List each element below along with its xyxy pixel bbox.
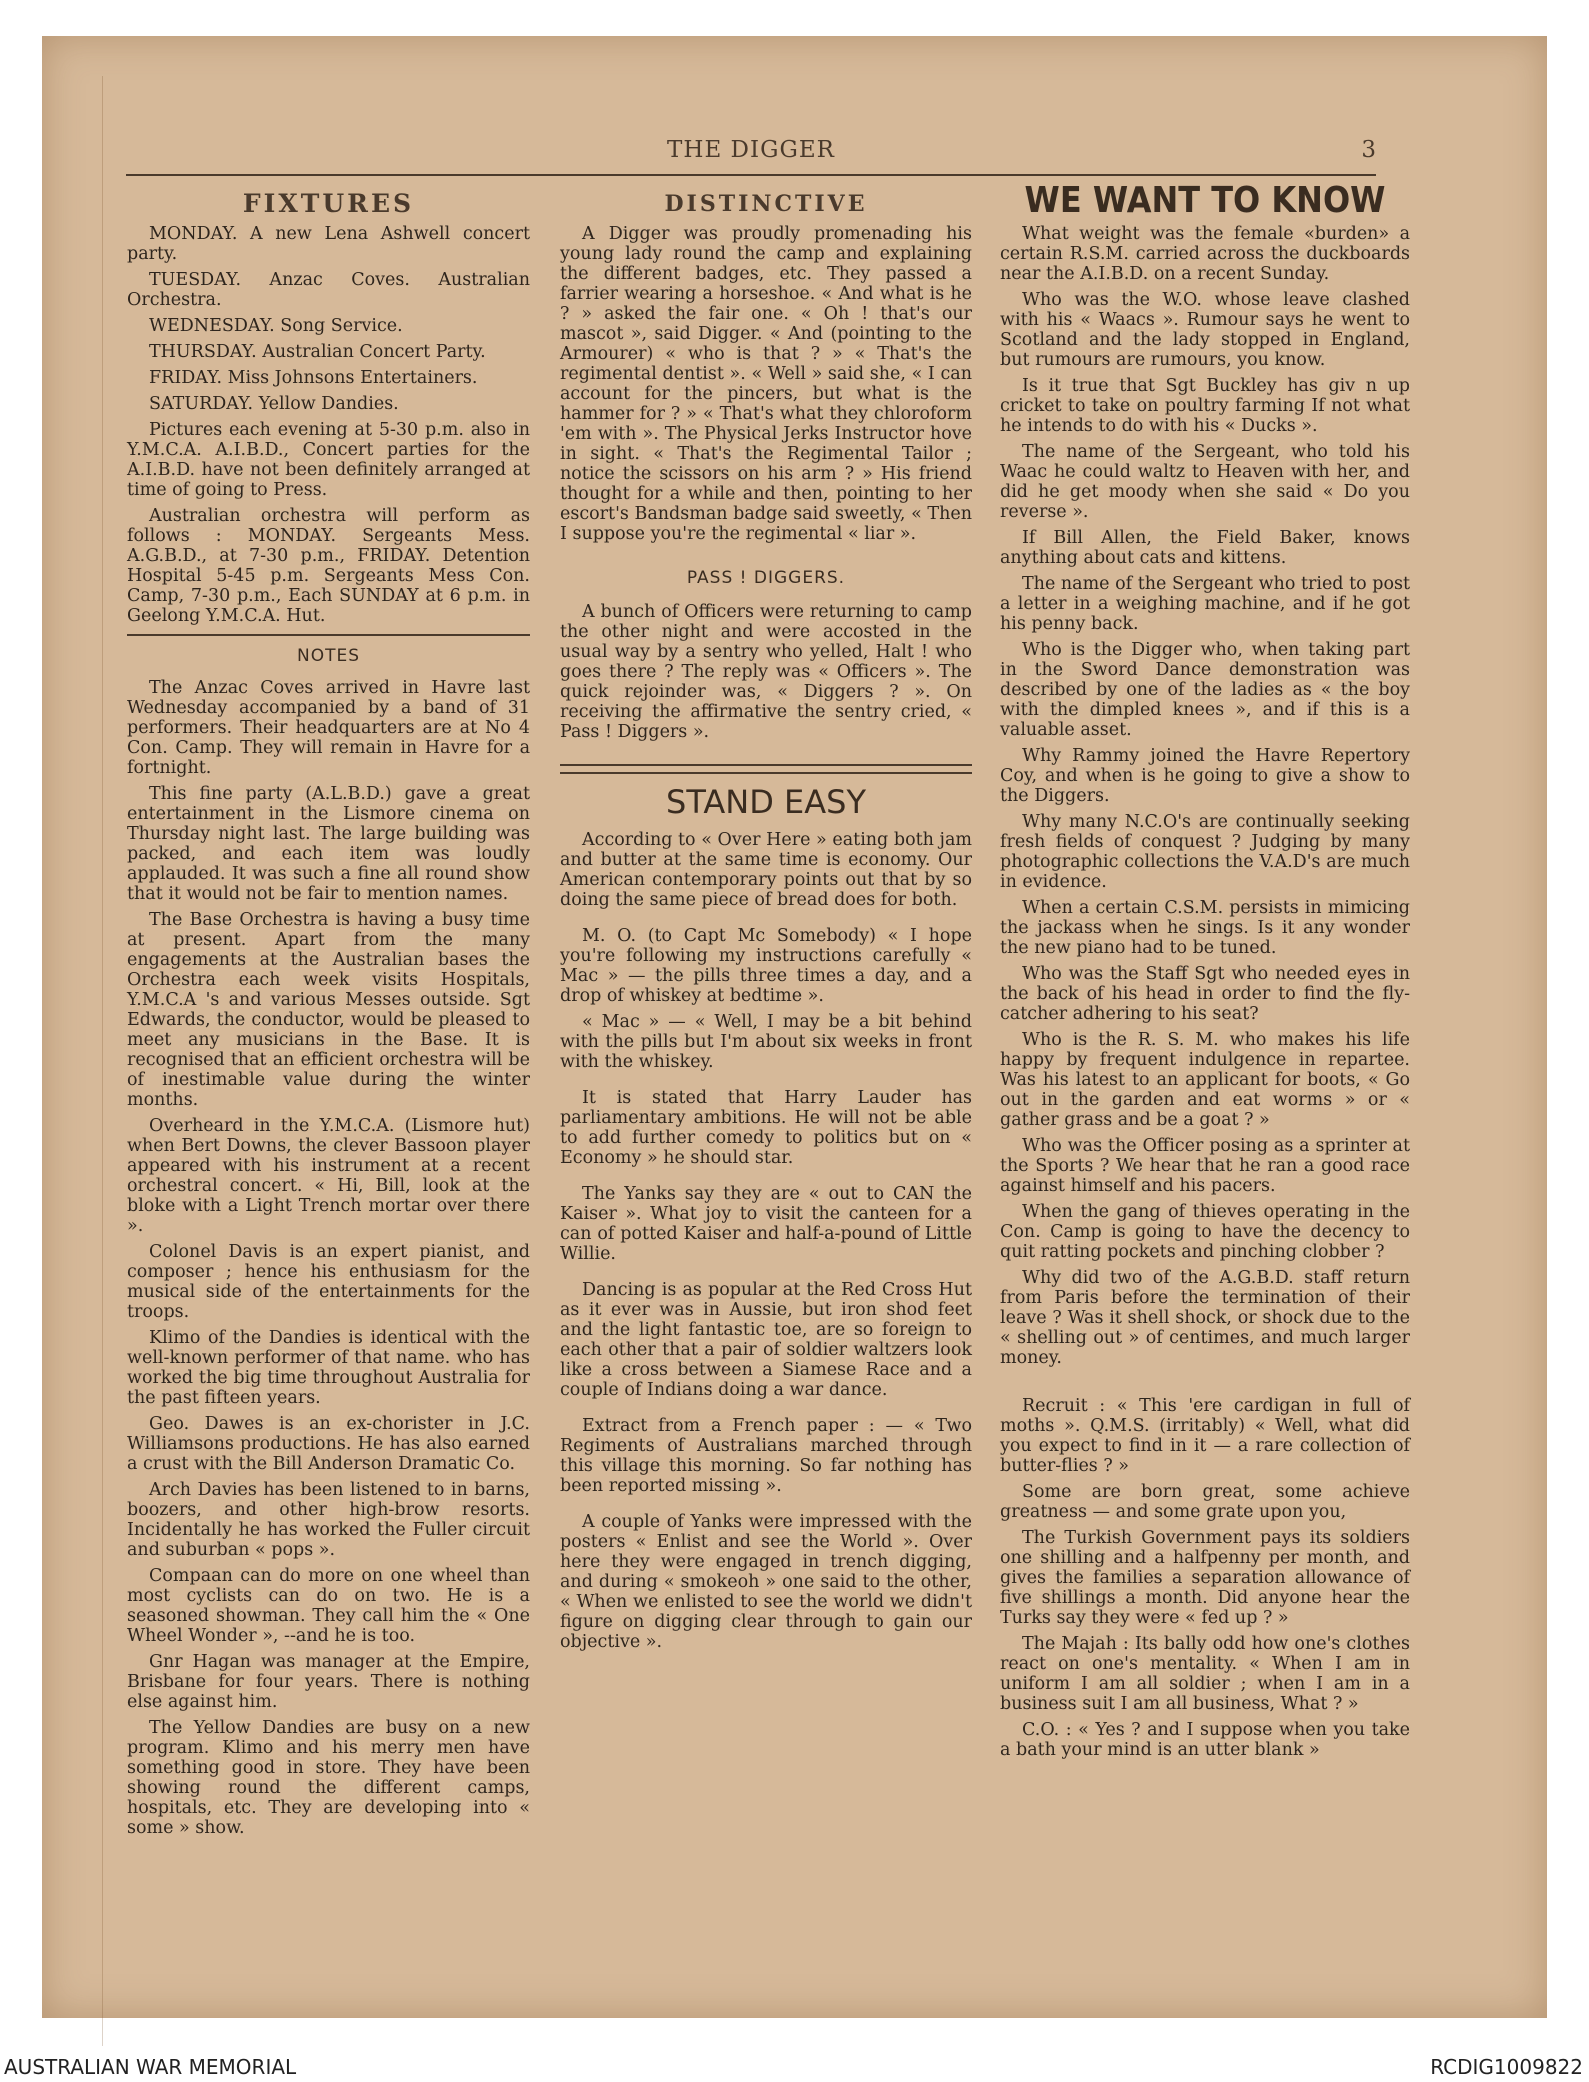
fixtures-paragraph: THURSDAY. Australian Concert Party.	[149, 342, 486, 362]
fixtures-paragraph: MONDAY. A new Lena Ashwell concert party.	[127, 224, 530, 264]
column-3	[1000, 179, 1410, 1766]
notes-paragraph: Compaan can do more on one wheel than most cyclists can do on two. He is a seasoned showman. They call him the « One Wheel Wonder », --and he is too.	[127, 1566, 530, 1646]
we-want-paragraph: Why many N.C.O's are continually seeking fresh fields of conquest ? Judging by many photographic collections the V.A.D's are much in evidence.	[1000, 812, 1410, 892]
distinctive-heading: DISTINCTIVE	[664, 191, 868, 217]
section-divider	[127, 634, 530, 636]
stand-easy-item	[560, 830, 972, 910]
we-want-paragraph: Who was the Staff Sgt who needed eyes in the back of his head in order to find the fly-catcher adhering to his seat?	[1000, 964, 1410, 1024]
we-want-paragraph: Who was the W.O. whose leave clashed with his « Waacs ». Rumour says he went to Scotland and the lady stopped in England, but rumours are rumours, you know.	[1000, 290, 1410, 370]
stand-easy-item	[560, 1280, 972, 1400]
stand-easy-paragraph: Extract from a French paper : — « Two Regiments of Australians marched through this village this morning. So far nothing has been reported missing ».	[560, 1416, 972, 1496]
fold-crease	[102, 76, 103, 2046]
stand-easy-paragraph: A couple of Yanks were impressed with the posters « Enlist and see the World ». Over here they were engaged in trench digging, and during « smokeoh » one said to the other, « When we enlisted to see the world we didn't figure on digging clear through to gain our objective ».	[560, 1512, 972, 1652]
we-want-paragraph: Why did two of the A.G.B.D. staff return from Paris before the termination of their leave ? Was it shell shock, or shock due to the « shelling out » of centimes, and much larger money.	[1000, 1268, 1410, 1368]
we-want-to-know-body	[1000, 224, 1410, 1368]
fixtures-heading: FIXTURES	[242, 189, 415, 218]
we-want-paragraph: When the gang of thieves operating in the Con. Camp is going to have the decency to quit ratting pockets and pinching clobber ?	[1000, 1202, 1410, 1262]
fixtures-paragraph: Pictures each evening at 5-30 p.m. also in Y.M.C.A. A.I.B.D., Concert parties for the A.I.B.D. have not been definitely arranged at time of going to Press.	[127, 420, 530, 500]
masthead-rule	[126, 174, 1376, 176]
we-want-paragraph: Who was the Officer posing as a sprinter at the Sports ? We hear that he ran a good race against himself and his pacers.	[1000, 1136, 1410, 1196]
we-want-paragraph: Who is the Digger who, when taking part in the Sword Dance demonstration was described by one of the ladies as « the boy with the dimpled knees », and if this is a valuable asset.	[1000, 640, 1410, 740]
stand-easy-heading: STAND EASY	[666, 783, 866, 821]
we-want-to-know-heading: WE WANT TO KNOW	[1024, 179, 1386, 221]
stand-easy-item	[560, 1416, 972, 1496]
notes-paragraph: This fine party (A.L.B.D.) gave a great entertainment in the Lismore cinema on Thursday night last. The large building was packed, and each item was loudly applauded. It was such a fine all round show that it would not be fair to mention names.	[127, 784, 530, 904]
distinctive-paragraph: A Digger was proudly promenading his young lady round the camp and explaining the different badges, etc. They passed a farrier wearing a horseshoe. « And what is he ? » asked the fair one. « Oh ! that's our mascot », said Digger. « And (pointing to the Armourer) « who is that ? » « That's the regimental dentist ». « Well » said she, « I can account for the pincers, but what is the hammer for ? » « That's what they chloroform 'em with ». The Physical Jerks Instructor hove in sight. « That's the Regimental Tailor ; notice the scissors on his arm ? » His friend thought for a while and then, pointing to her escort's Bandsman badge said sweetly, « Then I suppose you're the regimental « liar ».	[560, 224, 972, 544]
column-2	[560, 190, 972, 1658]
masthead	[126, 135, 1376, 175]
fixtures-paragraph: Australian orchestra will perform as follows : MONDAY. Sergeants Mess. A.G.B.D., at 7-30 p.m., FRIDAY. Detention Hospital 5-45 p.m. Sergeants Mess Con. Camp, 7-30 p.m., Each SUNDAY at 6 p.m. in Geelong Y.M.C.A. Hut.	[127, 506, 530, 626]
stand-easy-paragraph: Dancing is as popular at the Red Cross Hut as it ever was in Aussie, but iron shod feet and the light fantastic toe, are so foreign to each other that a pair of soldier waltzers look like a cross between a Siamese Race and a couple of Indians doing a war dance.	[560, 1280, 972, 1400]
stand-easy-paragraph: M. O. (to Capt Mc Somebody) « I hope you're following my instructions carefully « Mac » — the pills three times a day, and a drop of whiskey at bedtime ».	[560, 926, 972, 1006]
pass-diggers-paragraph: A bunch of Officers were returning to camp the other night and were accosted in the usual way by a sentry who yelled, Halt ! who goes there ? The reply was « Officers ». The quick rejoinder was, « Diggers ? ». On receiving the affirmative the sentry cried, « Pass ! Diggers ».	[560, 602, 972, 742]
section-divider	[560, 764, 972, 774]
column-1	[127, 190, 530, 1844]
stand-easy-item	[560, 1088, 972, 1168]
stand-easy-paragraph: The Yanks say they are « out to CAN the Kaiser ». What joy to visit the canteen for a can of potted Kaiser and half-a-pound of Little Willie.	[560, 1184, 972, 1264]
fixtures-body	[127, 224, 530, 626]
fixtures-paragraph: WEDNESDAY. Song Service.	[149, 316, 403, 336]
notes-paragraph: Geo. Dawes is an ex-chorister in J.C. Williamsons productions. He has also earned a crust with the Bill Anderson Dramatic Co.	[127, 1414, 530, 1474]
notes-paragraph: Gnr Hagan was manager at the Empire, Brisbane for four years. There is nothing else against him.	[127, 1652, 530, 1712]
misc-paragraph: Recruit : « This 'ere cardigan in full of moths ». Q.M.S. (irritably) « Well, what did you expect to find in it — a rare collection of butter-flies ? »	[1000, 1396, 1410, 1476]
misc-paragraph: Some are born great, some achieve greatness — and some grate upon you,	[1000, 1482, 1410, 1522]
notes-paragraph: The Yellow Dandies are busy on a new program. Klimo and his merry men have something good in store. They have been showing round the different camps, hospitals, etc. They are developing into « some » show.	[127, 1718, 530, 1838]
notes-paragraph: Arch Davies has been listened to in barns, boozers, and other high-brow resorts. Incidentally he has worked the Fuller circuit and suburban « pops ».	[127, 1480, 530, 1560]
notes-paragraph: The Base Orchestra is having a busy time at present. Apart from the many engagements at the Australian bases the Orchestra each week visits Hospitals, Y.M.C.A 's and various Messes outside. Sgt Edwards, the conductor, would be pleased to meet any musicians in the Base. It is recognised that an efficient orchestra will be of inestimable value during the winter months.	[127, 910, 530, 1110]
notes-body	[127, 678, 530, 1838]
misc-paragraph: The Majah : Its bally odd how one's clothes react on one's mentality. « When I am in uniform I am all soldier ; when I am in a business suit I am all business, What ? »	[1000, 1634, 1410, 1714]
fixtures-paragraph: TUESDAY. Anzac Coves. Australian Orchestra.	[127, 270, 530, 310]
we-want-paragraph: The name of the Sergeant who tried to post a letter in a weighing machine, and if he got his penny back.	[1000, 574, 1410, 634]
stand-easy-paragraph: « Mac » — « Well, I may be a bit behind with the pills but I'm about six weeks in front with the whiskey.	[560, 1012, 972, 1072]
misc-body	[1000, 1396, 1410, 1760]
stand-easy-item	[560, 1512, 972, 1652]
stand-easy-item	[560, 926, 972, 1072]
notes-paragraph: Overheard in the Y.M.C.A. (Lismore hut) when Bert Downs, the clever Bassoon player appeared with his instrument at a recent orchestral concert. « Hi, Bill, look at the bloke with a Light Trench mortar over there ».	[127, 1116, 530, 1236]
we-want-paragraph: If Bill Allen, the Field Baker, knows anything about cats and kittens.	[1000, 528, 1410, 568]
we-want-paragraph: The name of the Sergeant, who told his Waac he could waltz to Heaven with her, and did he get moody when she said « Do you reverse ».	[1000, 442, 1410, 522]
newspaper-title: THE DIGGER	[667, 137, 835, 163]
stand-easy-paragraph: According to « Over Here » eating both jam and butter at the same time is economy. Our American contemporary points out that by so doing the same piece of bread does for both.	[560, 830, 972, 910]
pass-diggers-heading: PASS ! DIGGERS.	[686, 568, 846, 588]
we-want-paragraph: What weight was the female «burden» a certain R.S.M. carried across the duckboards near the A.I.B.D. on a recent Sunday.	[1000, 224, 1410, 284]
misc-paragraph: C.O. : « Yes ? and I suppose when you take a bath your mind is an utter blank »	[1000, 1720, 1410, 1760]
page-number: 3	[1361, 137, 1376, 163]
we-want-paragraph: Who is the R. S. M. who makes his life happy by frequent indulgence in repartee. Was his latest to an applicant for boots, « Go out in the garden and eat worms » or « gather grass and be a goat ? »	[1000, 1030, 1410, 1130]
spacer	[1000, 1374, 1410, 1396]
we-want-paragraph: Is it true that Sgt Buckley has giv n up cricket to take on poultry farming If not what he intends to do with his « Ducks ».	[1000, 376, 1410, 436]
notes-heading: NOTES	[296, 646, 360, 666]
notes-paragraph: Colonel Davis is an expert pianist, and composer ; hence his enthusiasm for the musical side of the entertainments for the troops.	[127, 1242, 530, 1322]
fixtures-paragraph: FRIDAY. Miss Johnsons Entertainers.	[149, 368, 478, 388]
fixtures-paragraph: SATURDAY. Yellow Dandies.	[149, 394, 399, 414]
we-want-paragraph: Why Rammy joined the Havre Repertory Coy, and when is he going to give a show to the Diggers.	[1000, 746, 1410, 806]
archive-reference: RCDIG1009822	[1430, 2055, 1583, 2079]
notes-paragraph: Klimo of the Dandies is identical with the well-known performer of that name. who has worked the big time throughout Australia for the past fifteen years.	[127, 1328, 530, 1408]
archive-credit: AUSTRALIAN WAR MEMORIAL	[4, 2055, 297, 2079]
we-want-paragraph: When a certain C.S.M. persists in mimicing the jackass when he sings. Is it any wonder the new piano had to be tuned.	[1000, 898, 1410, 958]
stand-easy-item	[560, 1184, 972, 1264]
misc-paragraph: The Turkish Government pays its soldiers one shilling and a halfpenny per month, and gives the families a separation allowance of five shillings a month. Did anyone hear the Turks say they were « fed up ? »	[1000, 1528, 1410, 1628]
notes-paragraph: The Anzac Coves arrived in Havre last Wednesday accompanied by a band of 31 performers. Their headquarters are at No 4 Con. Camp. They will remain in Havre for a fortnight.	[127, 678, 530, 778]
stand-easy-paragraph: It is stated that Harry Lauder has parliamentary ambitions. He will not be able to add further comedy to politics but on « Economy » he should star.	[560, 1088, 972, 1168]
